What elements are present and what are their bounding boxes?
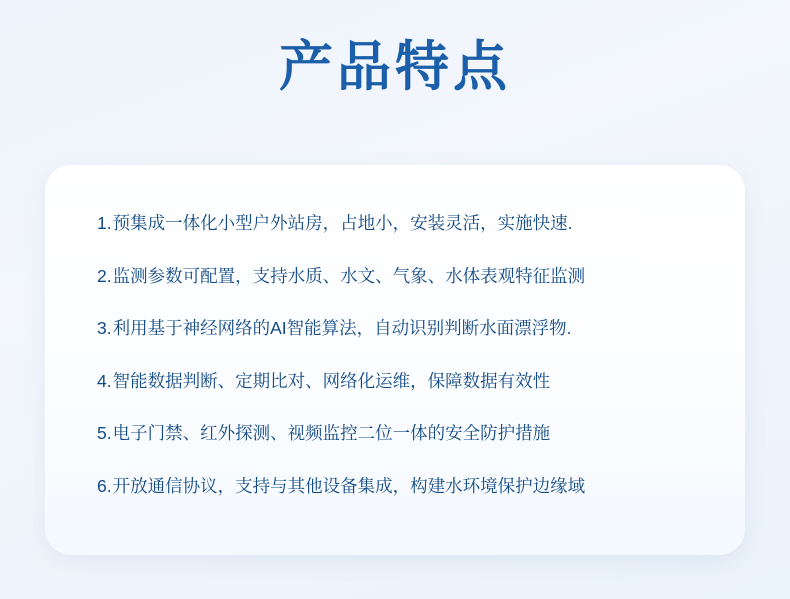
list-item-label: 电子门禁、红外探测、视频监控二位一体的安全防护措施 [112, 423, 551, 443]
list-item-index: 1. [97, 213, 112, 233]
page-title: 产品特点 [279, 37, 511, 97]
list-item-label: 智能数据判断、定期比对、网络化运维，保障数据有效性 [112, 370, 551, 391]
list-item [97, 316, 693, 341]
list-item-index: 3. [97, 318, 112, 338]
list-item [97, 369, 693, 394]
list-item [97, 474, 693, 499]
list-item-index: 2. [97, 265, 112, 286]
features-card [45, 165, 745, 555]
list-item [97, 264, 693, 289]
list-item-index: 5. [97, 423, 112, 443]
list-item [97, 211, 693, 236]
list-item-label: 监测参数可配置，支持水质、水文、气象、水体表观特征监测 [112, 265, 586, 286]
list-item [97, 421, 693, 446]
list-item-label: 预集成一体化小型户外站房，占地小，安装灵活，实施快速. [112, 213, 573, 233]
list-item-index: 4. [97, 370, 112, 391]
feature-list [97, 211, 693, 498]
list-item-label: 开放通信协议，支持与其他设备集成，构建水环境保护边缘域 [112, 475, 586, 496]
list-item-index: 6. [97, 475, 112, 496]
list-item-label: 利用基于神经网络的AI智能算法，自动识别判断水面漂浮物. [112, 318, 572, 338]
